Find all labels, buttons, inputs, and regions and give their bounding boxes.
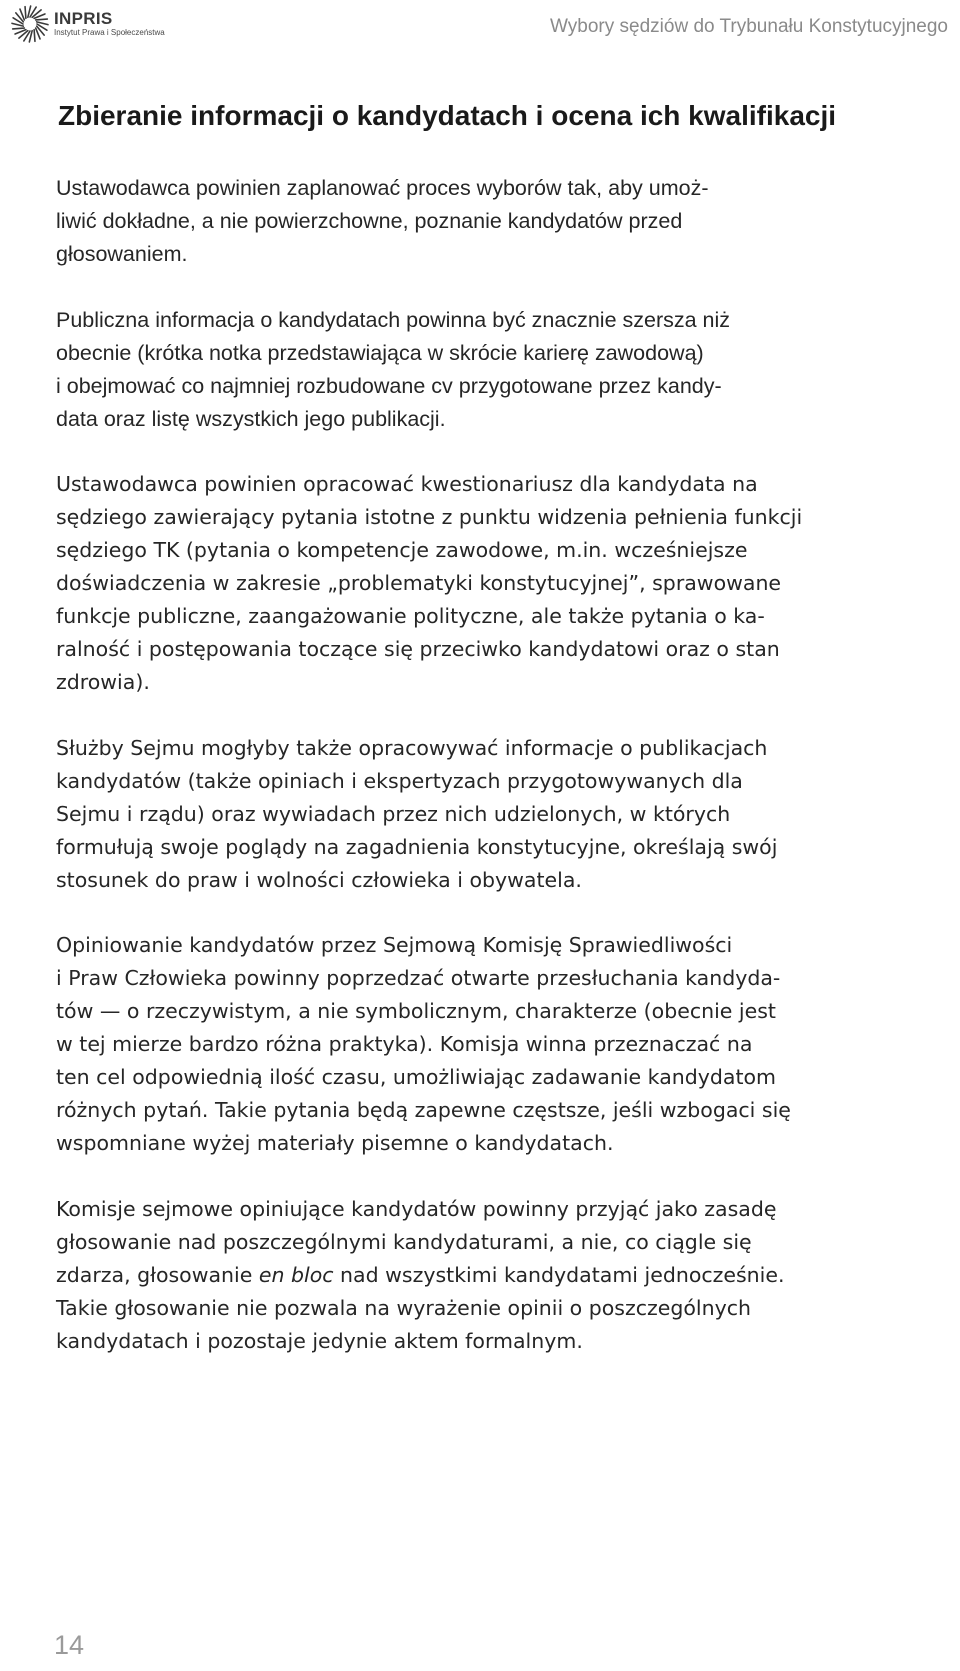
text-run: nad wszystkimi kandydatami jednocześnie.	[333, 1263, 785, 1287]
logo-ray	[34, 30, 35, 42]
text-line: i Praw Człowieka powinny poprzedzać otwarte przesłuchania kandyda-	[56, 966, 781, 990]
text-line: Takie głosowanie nie pozwala na wyrażenie opinii o poszczególnych	[56, 1296, 752, 1320]
text-line: doświadczenia w zakresie „problematyki konstytucyjnej”, sprawowane	[56, 571, 782, 595]
text-line: zdrowia).	[56, 670, 150, 694]
text-line: sędziego zawierający pytania istotne z punktu widzenia pełnienia funkcji	[56, 505, 803, 529]
inpris-logo	[10, 4, 165, 44]
text-line: w tej mierze bardzo różna praktyka). Komisja winna przeznaczać na	[56, 1032, 753, 1056]
text-run: zdarza, głosowanie	[56, 1263, 259, 1287]
paragraph-6	[56, 1193, 785, 1358]
text-line: wspomniane wyżej materiały pisemne o kandydatach.	[56, 1131, 614, 1155]
text-line: Komisje sejmowe opiniujące kandydatów powinny przyjąć jako zasadę	[56, 1197, 777, 1221]
text-line: i obejmować co najmniej rozbudowane cv przygotowane przez kandy-	[56, 374, 722, 398]
text-line: kandydatach i pozostaje jedynie aktem formalnym.	[56, 1329, 583, 1353]
text-line: formułują swoje poglądy na zagadnienia konstytucyjne, określają swój	[56, 835, 778, 859]
running-title: Wybory sędziów do Trybunału Konstytucyjnego	[550, 16, 948, 37]
paragraph-5	[56, 929, 791, 1160]
text-line: różnych pytań. Takie pytania będą zapewne częstsze, jeśli wzbogaci się	[56, 1098, 791, 1122]
text-line: Sejmu i rządu) oraz wywiadach przez nich udzielonych, w których	[56, 802, 731, 826]
page-header	[0, 0, 960, 60]
text-line: data oraz listę wszystkich jego publikacji.	[56, 407, 446, 431]
text-line: ralność i postępowania toczące się przeciwko kandydatowi oraz o stan	[56, 637, 780, 661]
inpris-sunburst-logo-icon	[10, 4, 50, 44]
logo-name: INPRIS	[54, 9, 113, 28]
text-line: Służby Sejmu mogłyby także opracowywać informacje o publikacjach	[56, 736, 768, 760]
text-line: Publiczna informacja o kandydatach powinna być znacznie szersza niż	[56, 308, 731, 332]
logo-ray	[13, 28, 25, 29]
text-line: Ustawodawca powinien opracować kwestionariusz dla kandydata na	[56, 472, 758, 496]
page-number: 14	[54, 1630, 85, 1660]
text-line: Ustawodawca powinien zaplanować proces wyborów tak, aby umoż-	[56, 176, 709, 200]
text-line: stosunek do praw i wolności człowieka i obywatela.	[56, 868, 582, 892]
paragraph-3	[56, 468, 802, 699]
text-line: ten cel odpowiednią ilość czasu, umożliwiając zadawanie kandydatom	[56, 1065, 777, 1089]
text-line: kandydatów (także opiniach i ekspertyzach przygotowywanych dla	[56, 769, 743, 793]
italic-term: en bloc	[258, 1263, 334, 1287]
section-title: Zbieranie informacji o kandydatach i ocena ich kwalifikacji	[58, 100, 837, 131]
text-line: tów — o rzeczywistym, a nie symbolicznym, charakterze (obecnie jest	[56, 999, 776, 1023]
logo-ray	[36, 19, 48, 20]
text-line-with-italic	[56, 1259, 785, 1292]
text-line: liwić dokładne, a nie powierzchowne, poznanie kandydatów przed	[56, 209, 683, 233]
text-line: sędziego TK (pytania o kompetencje zawodowe, m.in. wcześniejsze	[56, 538, 748, 562]
text-line: funkcje publiczne, zaangażowanie polityczne, ale także pytania o ka-	[56, 604, 765, 628]
logo-ray	[25, 7, 26, 19]
paragraph-4	[56, 732, 777, 897]
paragraph-1	[56, 172, 709, 271]
text-line: obecnie (krótka notka przedstawiająca w skrócie karierę zawodową)	[56, 341, 704, 365]
text-line: głosowanie nad poszczególnymi kandydaturami, a nie, co ciągle się	[56, 1230, 752, 1254]
text-line: Opiniowanie kandydatów przez Sejmową Komisję Sprawiedliwości	[56, 933, 733, 957]
logo-text	[54, 10, 165, 38]
paragraph-2	[56, 304, 730, 436]
logo-subtitle: Instytut Prawa i Społeczeństwa	[54, 28, 165, 37]
text-line: głosowaniem.	[56, 242, 188, 266]
